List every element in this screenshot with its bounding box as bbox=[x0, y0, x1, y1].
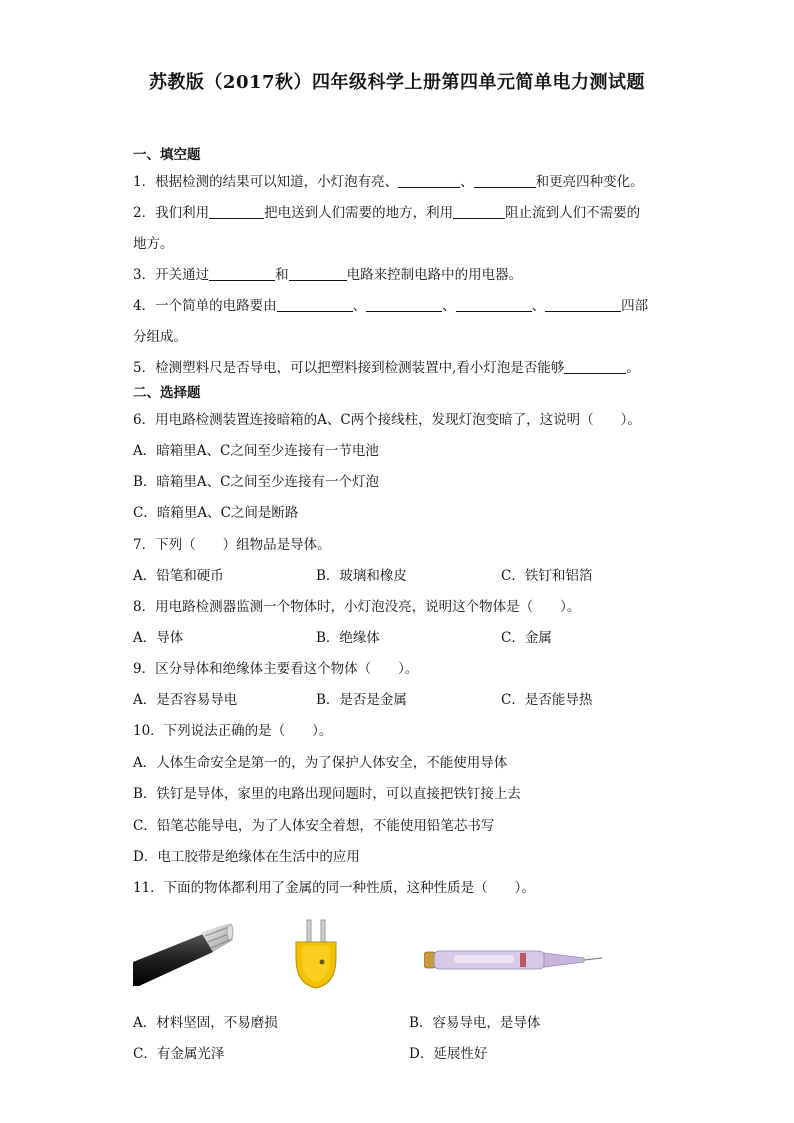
answer-blank[interactable] bbox=[545, 297, 621, 312]
q9-option-c[interactable]: C．是否能导热 bbox=[501, 692, 593, 708]
question-11: 11．下面的物体都利用了金属的同一种性质，这种性质是（ ）。 bbox=[133, 880, 535, 896]
question-9: 9．区分导体和绝缘体主要看这个物体（ ）。 bbox=[133, 661, 419, 677]
answer-blank[interactable] bbox=[474, 173, 536, 188]
section-heading-multiple-choice: 二、选择题 bbox=[133, 385, 201, 401]
answer-blank[interactable] bbox=[366, 297, 442, 312]
q10-option-d[interactable]: D．电工胶带是绝缘体在生活中的应用 bbox=[133, 849, 360, 865]
question-5: 5．检测塑料尺是否导电，可以把塑料接到检测装置中,看小灯泡是否能够 。 bbox=[133, 360, 640, 376]
test-pen-icon bbox=[424, 946, 604, 976]
answer-blank[interactable] bbox=[453, 204, 505, 219]
q8-option-a[interactable]: A．导体 bbox=[133, 630, 184, 646]
q10-option-a[interactable]: A．人体生命安全是第一的，为了保护人体安全，不能使用导体 bbox=[133, 755, 508, 771]
question-1: 1．根据检测的结果可以知道，小灯泡有亮、 、 和更亮四种变化。 bbox=[133, 174, 644, 190]
answer-blank[interactable] bbox=[398, 173, 460, 188]
q10-option-c[interactable]: C．铅笔芯能导电，为了人体安全着想，不能使用铅笔芯书写 bbox=[133, 818, 495, 834]
q8-option-b[interactable]: B．绝缘体 bbox=[316, 630, 380, 646]
question-4-cont: 分组成。 bbox=[133, 329, 187, 345]
q9-option-b[interactable]: B．是否是金属 bbox=[316, 692, 407, 708]
question-4: 4．一个简单的电路要由 、 、 、 四部 bbox=[133, 298, 649, 314]
answer-blank[interactable] bbox=[209, 204, 264, 219]
q11-option-a[interactable]: A．材料坚固，不易磨损 bbox=[133, 1015, 278, 1031]
q6-option-a[interactable]: A．暗箱里A、C之间至少连接有一节电池 bbox=[133, 443, 379, 459]
answer-blank[interactable] bbox=[456, 297, 532, 312]
cable-icon bbox=[133, 922, 235, 988]
question-2-cont: 地方。 bbox=[133, 236, 174, 252]
q11-option-c[interactable]: C．有金属光泽 bbox=[133, 1046, 225, 1062]
answer-blank[interactable] bbox=[277, 297, 353, 312]
question-6: 6．用电路检测装置连接暗箱的A、C两个接线柱，发现灯泡变暗了，这说明（ ）。 bbox=[133, 412, 641, 428]
question-7: 7．下列（ ）组物品是导体。 bbox=[133, 537, 331, 553]
q6-option-b[interactable]: B．暗箱里A、C之间至少连接有一个灯泡 bbox=[133, 474, 379, 490]
question-10: 10．下列说法正确的是（ ）。 bbox=[133, 723, 333, 739]
q7-option-b[interactable]: B．玻璃和橡皮 bbox=[316, 568, 407, 584]
q6-option-c[interactable]: C．暗箱里A、C之间是断路 bbox=[133, 505, 299, 521]
question-8: 8．用电路检测器监测一个物体时，小灯泡没亮，说明这个物体是（ ）。 bbox=[133, 599, 581, 615]
section-heading-fill-blank: 一、填空题 bbox=[133, 147, 201, 163]
question-2: 2．我们利用 把电送到人们需要的地方，利用 阻止流到人们不需要的 bbox=[133, 205, 641, 221]
q10-option-b[interactable]: B．铁钉是导体，家里的电路出现问题时，可以直接把铁钉接上去 bbox=[133, 786, 521, 802]
q11-option-b[interactable]: B．容易导电，是导体 bbox=[409, 1015, 541, 1031]
q8-option-c[interactable]: C．金属 bbox=[501, 630, 552, 646]
q7-option-c[interactable]: C．铁钉和铝箔 bbox=[501, 568, 593, 584]
answer-blank[interactable] bbox=[209, 266, 275, 281]
question-3: 3．开关通过 和 电路来控制电路中的用电器。 bbox=[133, 267, 523, 283]
q7-option-a[interactable]: A．铅笔和硬币 bbox=[133, 568, 224, 584]
page-title: 苏教版（2017秋）四年级科学上册第四单元简单电力测试题 bbox=[148, 72, 646, 93]
answer-blank[interactable] bbox=[289, 266, 347, 281]
q9-option-a[interactable]: A．是否容易导电 bbox=[133, 692, 238, 708]
plug-icon bbox=[292, 918, 340, 990]
q11-option-d[interactable]: D．延展性好 bbox=[409, 1046, 488, 1062]
answer-blank[interactable] bbox=[564, 359, 626, 374]
